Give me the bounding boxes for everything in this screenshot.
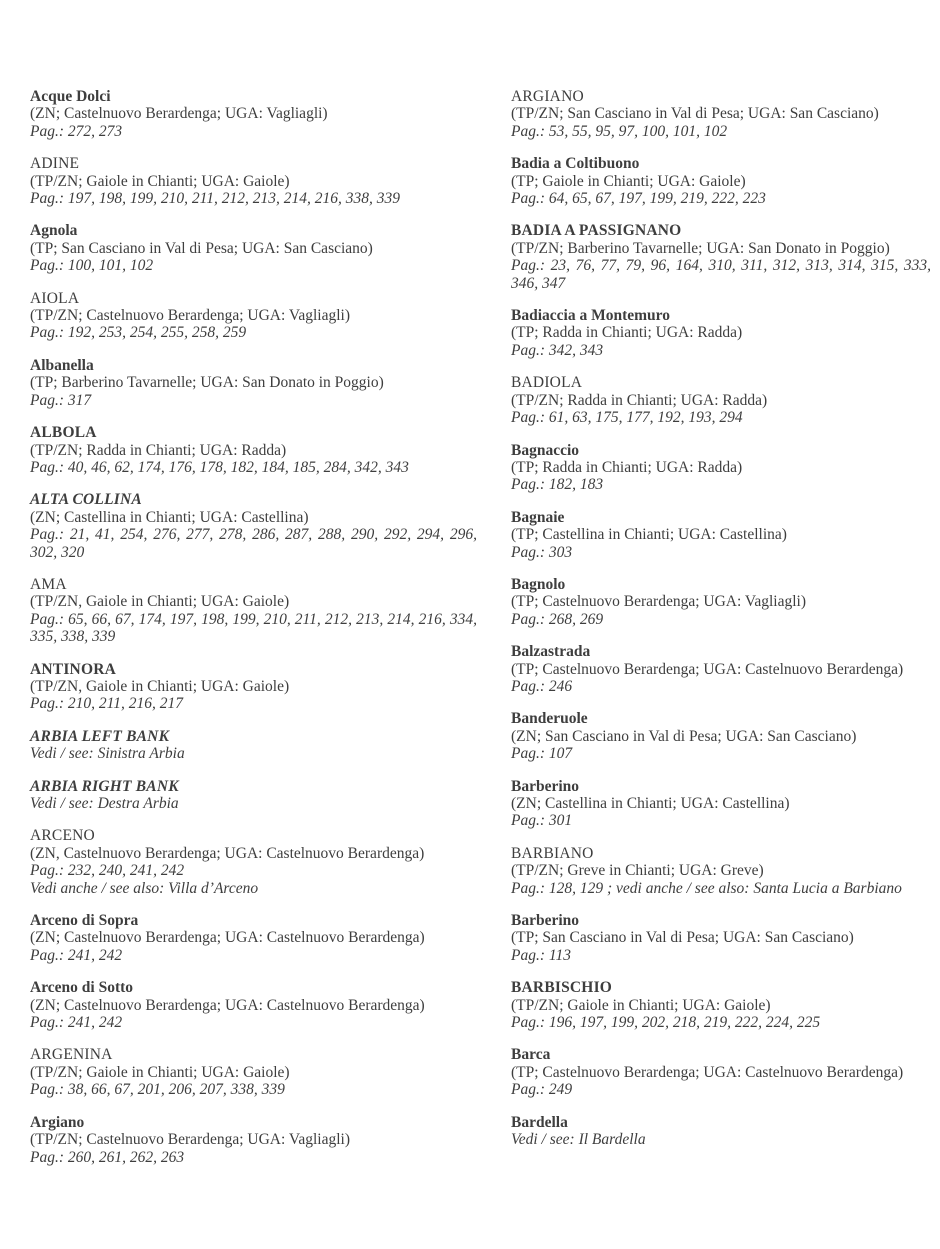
index-entry xyxy=(511,374,931,426)
entry-name: Acque Dolci xyxy=(30,88,111,105)
index-entry xyxy=(30,155,477,207)
entry-name: ANTINORA xyxy=(30,660,116,678)
index-entry xyxy=(30,357,477,409)
entry-info-line: (TP/ZN; Radda in Chianti; UGA: Radda) xyxy=(511,391,768,409)
entry-name: Badia a Coltibuono xyxy=(511,155,640,173)
entry-name: Barberino xyxy=(511,912,580,930)
entry-pages-line: Pag.: 342, 343 xyxy=(511,341,604,359)
entry-pages-line: Pag.: 40, 46, 62, 174, 176, 178, 182, 184, 185, 284, 342, 343 xyxy=(30,458,409,476)
index-entry xyxy=(30,88,477,140)
entry-see-line: Vedi / see: Sinistra Arbia xyxy=(30,745,185,763)
entry-info-line: (ZN; San Casciano in Val di Pesa; UGA: San Casciano) xyxy=(511,727,857,745)
entry-name: Albanella xyxy=(30,356,94,374)
entry-info-line: (TP/ZN; Castelnuovo Berardenga; UGA: Vagliagli) xyxy=(30,1131,350,1149)
index-entry xyxy=(30,979,477,1031)
entry-info-line: (TP/ZN; Gaiole in Chianti; UGA: Gaiole) xyxy=(30,1063,290,1081)
index-entry xyxy=(30,491,477,561)
entry-info-line: (TP; Radda in Chianti; UGA: Radda) xyxy=(511,324,743,342)
entry-pages-line: Pag.: 107 xyxy=(511,745,573,763)
entry-info-line: (TP; San Casciano in Val di Pesa; UGA: San Casciano) xyxy=(511,929,854,947)
entry-pages-line: Pag.: 317 xyxy=(30,391,92,409)
entry-name: ARCENO xyxy=(30,827,95,845)
entry-name: Argiano xyxy=(30,1113,85,1131)
entry-name: Agnola xyxy=(30,222,78,240)
index-entry xyxy=(511,88,931,140)
entry-name: AMA xyxy=(30,575,67,593)
index-entry xyxy=(511,307,931,359)
entry-pages-line: Pag.: 197, 198, 199, 210, 211, 212, 213, 214, 216, 338, 339 xyxy=(30,190,400,208)
index-entry xyxy=(30,728,477,763)
entry-info-line: (TP; Castelnuovo Berardenga; UGA: Castelnuovo Berardenga) xyxy=(511,660,904,678)
entry-pages-line: Pag.: 53, 55, 95, 97, 100, 101, 102 xyxy=(511,122,728,140)
entry-pages-line: Pag.: 268, 269 xyxy=(511,610,604,628)
entry-pages-line: Pag.: 23, 76, 77, 79, 96, 164, 310, 311, 312, 313, 314, 315, 333, 346, 347 xyxy=(511,257,931,292)
entry-name: ARGENINA xyxy=(30,1046,113,1064)
entry-pages-line: Pag.: 260, 261, 262, 263 xyxy=(30,1148,185,1166)
entry-pages-line: Pag.: 196, 197, 199, 202, 218, 219, 222, 224, 225 xyxy=(511,1014,821,1032)
entry-info-line: (TP/ZN; Barberino Tavarnelle; UGA: San Donato in Poggio) xyxy=(511,239,890,257)
index-entry xyxy=(511,576,931,628)
entry-info-line: (ZN; Castelnuovo Berardenga; UGA: Vagliagli) xyxy=(30,105,328,123)
entry-info-line: (TP/ZN, Gaiole in Chianti; UGA: Gaiole) xyxy=(30,677,290,695)
index-entry xyxy=(30,222,477,274)
index-entry xyxy=(30,778,477,813)
index-entry xyxy=(30,424,477,476)
entry-pages-line: Pag.: 249 xyxy=(511,1081,573,1099)
index-entry xyxy=(511,442,931,494)
entry-name: Bagnolo xyxy=(511,575,566,593)
entry-pages-line: Pag.: 61, 63, 175, 177, 192, 193, 294 xyxy=(511,409,743,427)
entry-pages-line: Pag.: 301 xyxy=(511,812,573,830)
entry-pages-line: Pag.: 182, 183 xyxy=(511,476,604,494)
index-entry xyxy=(511,912,931,964)
entry-see-line: Vedi / see: Il Bardella xyxy=(511,1131,646,1149)
entry-pages-line: Pag.: 38, 66, 67, 201, 206, 207, 338, 339 xyxy=(30,1081,285,1099)
entry-see-line: Vedi / see: Destra Arbia xyxy=(30,795,179,812)
entry-pages-line: Pag.: 21, 41, 254, 276, 277, 278, 286, 287, 288, 290, 292, 294, 296, 302, 320 xyxy=(30,526,477,561)
entry-pages-line: Pag.: 64, 65, 67, 197, 199, 219, 222, 223 xyxy=(511,190,766,208)
entry-name: Bagnaie xyxy=(511,508,565,526)
entry-name: BADIA A PASSIGNANO xyxy=(511,222,682,240)
index-entry xyxy=(30,912,477,964)
entry-info-line: (TP/ZN, Gaiole in Chianti; UGA: Gaiole) xyxy=(30,593,290,611)
entry-pages-line: Pag.: 210, 211, 216, 217 xyxy=(30,695,183,713)
entry-name: ARBIA RIGHT BANK xyxy=(30,777,179,795)
entry-name: BARBISCHIO xyxy=(511,979,613,997)
entry-info-line: (TP; Gaiole in Chianti; UGA: Gaiole) xyxy=(511,172,746,190)
entry-pages-line: Pag.: 246 xyxy=(511,677,573,695)
index-entry xyxy=(511,155,931,207)
index-entry xyxy=(511,1046,931,1098)
entry-name: Arceno di Sopra xyxy=(30,912,139,930)
index-entry xyxy=(30,661,477,713)
entry-info-line: (TP; Castellina in Chianti; UGA: Castellina) xyxy=(511,526,787,544)
entry-pages-line: Pag.: 100, 101, 102 xyxy=(30,257,154,275)
entry-name: ADINE xyxy=(30,155,80,173)
entry-info-line: (TP/ZN; Castelnuovo Berardenga; UGA: Vagliagli) xyxy=(30,307,350,325)
entry-pages-line: Pag.: 303 xyxy=(511,543,573,561)
entry-name: AIOLA xyxy=(30,289,80,307)
entry-name: Bagnaccio xyxy=(511,441,580,459)
entry-see-line: Vedi anche / see also: Villa d’Arceno xyxy=(30,879,259,897)
entry-info-line: (TP; Barberino Tavarnelle; UGA: San Donato in Poggio) xyxy=(30,374,384,392)
entry-info-line: (TP/ZN; Gaiole in Chianti; UGA: Gaiole) xyxy=(511,996,771,1014)
entry-pages-line: Pag.: 65, 66, 67, 174, 197, 198, 199, 210, 211, 212, 213, 214, 216, 334, 335, 338, 339 xyxy=(30,610,477,646)
entry-info-line: (TP; Castelnuovo Berardenga; UGA: Castelnuovo Berardenga) xyxy=(511,1063,904,1081)
entry-info-line: (TP; Radda in Chianti; UGA: Radda) xyxy=(511,458,743,476)
index-entry xyxy=(30,1046,477,1098)
entry-info-line: (TP; Castelnuovo Berardenga; UGA: Vagliagli) xyxy=(511,593,807,611)
entry-pages-line: Pag.: 113 xyxy=(511,946,571,964)
entry-name: Arceno di Sotto xyxy=(30,979,134,997)
entry-pages-line: Pag.: 241, 242 xyxy=(30,946,123,964)
entry-name: Banderuole xyxy=(511,710,588,728)
index-entry xyxy=(511,845,931,897)
index-column-right xyxy=(511,88,931,1181)
index-entry xyxy=(511,710,931,762)
index-entry xyxy=(30,576,477,646)
index-entry xyxy=(511,509,931,561)
entry-name: Balzastrada xyxy=(511,643,591,661)
entry-info-line: (TP/ZN; Radda in Chianti; UGA: Radda) xyxy=(30,441,287,459)
entry-name: BARBIANO xyxy=(511,844,594,862)
index-entry xyxy=(511,222,931,292)
entry-name: Bardella xyxy=(511,1113,568,1131)
entry-pages-line: Pag.: 192, 253, 254, 255, 258, 259 xyxy=(30,324,247,342)
index-entry xyxy=(30,1114,477,1166)
index-entry xyxy=(30,827,477,897)
entry-info-line: (ZN; Castelnuovo Berardenga; UGA: Castelnuovo Berardenga) xyxy=(30,929,425,947)
index-entry xyxy=(511,1114,931,1149)
entry-name: ALBOLA xyxy=(30,424,97,442)
entry-info-line: (ZN; Castellina in Chianti; UGA: Castellina) xyxy=(511,795,790,812)
entry-info-line: (TP; San Casciano in Val di Pesa; UGA: San Casciano) xyxy=(30,239,373,257)
entry-name: ARGIANO xyxy=(511,88,584,105)
entry-pages-line: Pag.: 272, 273 xyxy=(30,122,123,140)
index-entry xyxy=(511,979,931,1031)
entry-info-line: (TP/ZN; Greve in Chianti; UGA: Greve) xyxy=(511,862,764,880)
entry-name: Barberino xyxy=(511,777,580,795)
entry-info-line: (ZN; Castelnuovo Berardenga; UGA: Castelnuovo Berardenga) xyxy=(30,996,425,1014)
index-entry xyxy=(30,290,477,342)
entry-name: Badiaccia a Montemuro xyxy=(511,307,671,325)
entry-name: Barca xyxy=(511,1046,551,1064)
entry-info-line: (ZN; Castellina in Chianti; UGA: Castellina) xyxy=(30,508,309,526)
entry-name: BADIOLA xyxy=(511,374,583,392)
entry-name: ALTA COLLINA xyxy=(30,491,142,509)
index-entry xyxy=(511,778,931,830)
entry-name: ARBIA LEFT BANK xyxy=(30,727,170,745)
entry-info-line: (TP/ZN; Gaiole in Chianti; UGA: Gaiole) xyxy=(30,172,290,190)
entry-pages-line: Pag.: 241, 242 xyxy=(30,1014,123,1032)
index-entry xyxy=(511,643,931,695)
entry-info-line: (ZN, Castelnuovo Berardenga; UGA: Castelnuovo Berardenga) xyxy=(30,844,425,862)
index-column-left xyxy=(30,88,477,1181)
entry-info-line: (TP/ZN; San Casciano in Val di Pesa; UGA: San Casciano) xyxy=(511,105,879,123)
entry-pages-line: Pag.: 128, 129 ; vedi anche / see also: Santa Lucia a Barbiano xyxy=(511,879,902,897)
entry-pages-line: Pag.: 232, 240, 241, 242 xyxy=(30,862,185,880)
